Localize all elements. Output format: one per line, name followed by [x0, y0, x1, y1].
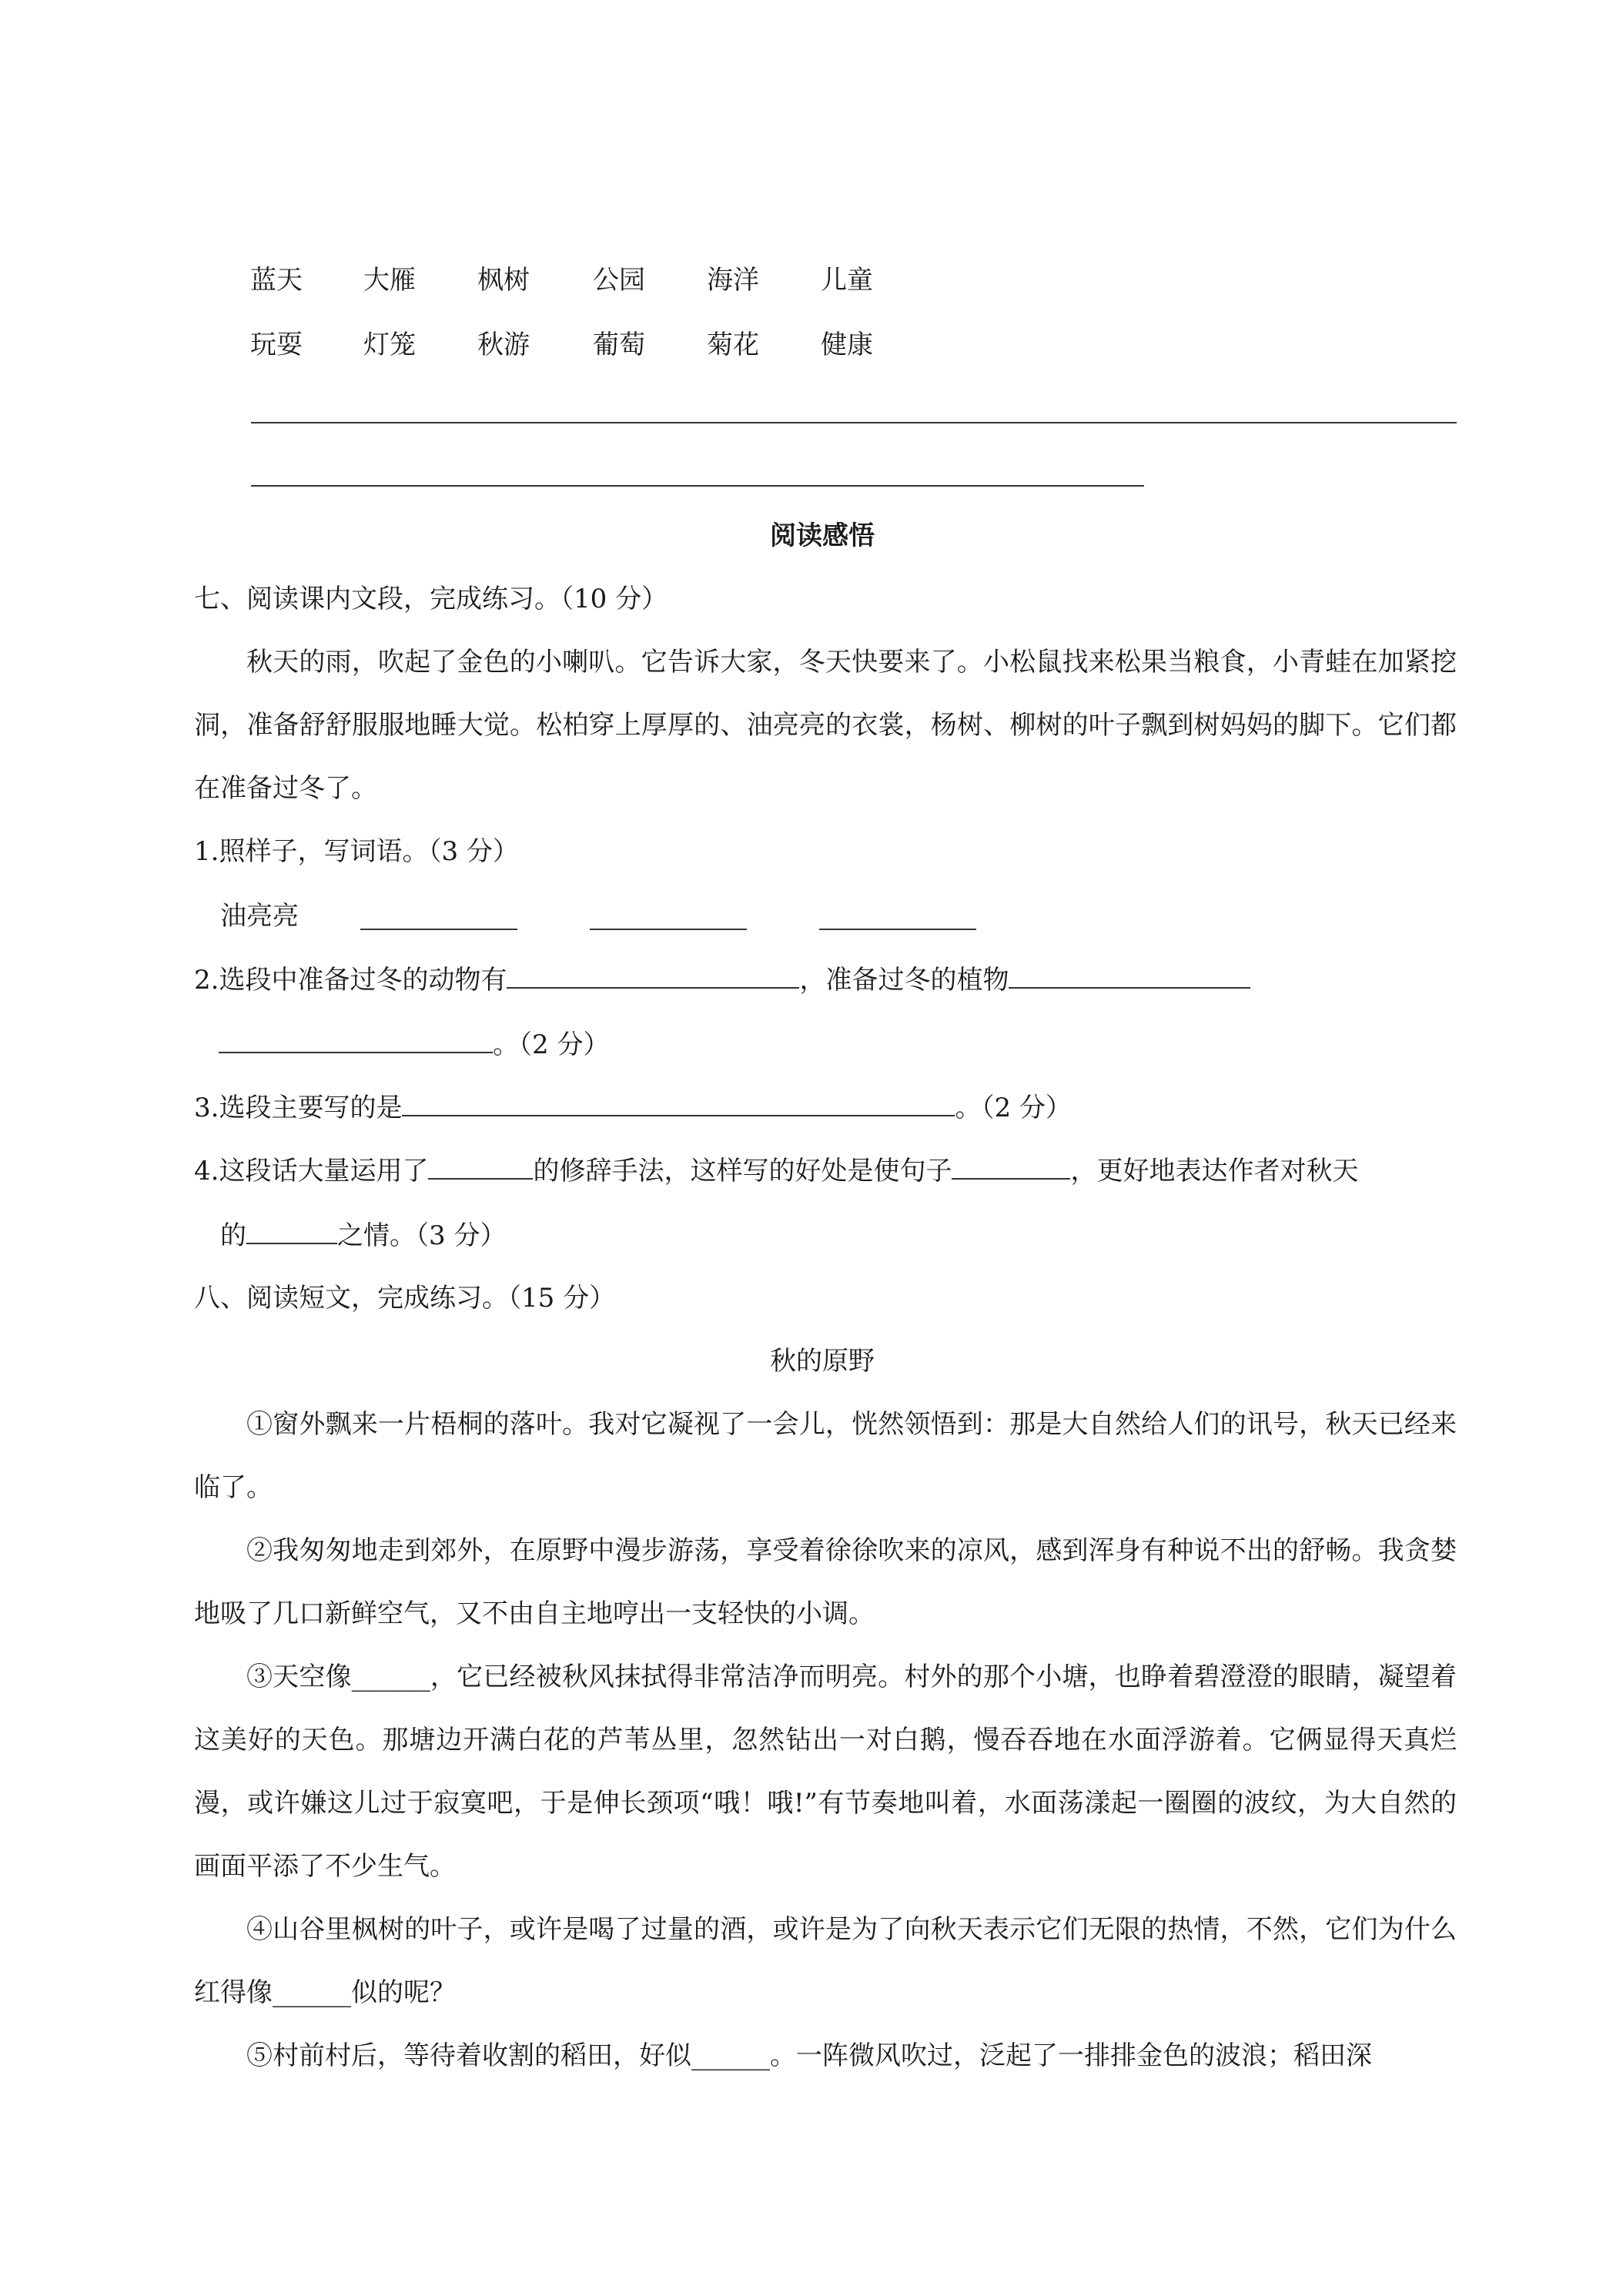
answer-line[interactable]: [251, 422, 1457, 423]
q7-2-part1: 2.选段中准备过冬的动物有: [194, 965, 507, 996]
q7-4-part3: ，更好地表达作者对秋天: [1070, 1156, 1359, 1186]
q7-1-text: 1.照样子，写词语。（3 分）: [194, 836, 519, 867]
word-item: 枫树: [477, 265, 530, 296]
answer-line[interactable]: [251, 485, 1144, 487]
word-item: 葡萄: [593, 330, 645, 360]
q7-2-line1: [194, 964, 1250, 996]
q7-4-part1: 4.这段话大量运用了: [194, 1156, 429, 1186]
word-item: 儿童: [821, 265, 873, 296]
answer-blank[interactable]: [590, 929, 747, 930]
q7-passage: 秋天的雨，吹起了金色的小喇叭。它告诉大家，冬天快要来了。小松鼠找来松果当粮食，小青蛙在加紧挖洞，准备舒舒服服地睡大觉。松柏穿上厚厚的、油亮亮的衣裳，杨树、柳树的叶子飘到树妈妈的脚下。它们都在准备过冬了。: [194, 647, 1457, 804]
answer-blank[interactable]: [952, 1155, 1070, 1180]
answer-blank[interactable]: [402, 1092, 955, 1116]
answer-blank[interactable]: [819, 929, 976, 930]
q7-heading: 七、阅读课内文段，完成练习。（10 分）: [194, 584, 668, 614]
q8-paragraph-3: ③天空像______，它已经被秋风抹拭得非常洁净而明亮。村外的那个小塘，也睁着碧澄澄的眼睛，凝望着这美好的天色。那塘边开满白花的芦苇丛里，忽然钻出一对白鹅，慢吞吞地在水面浮游着。它俩显得天真烂漫，或许嫌这儿过于寂寞吧，于是伸长颈项“哦！哦!”有节奏地叫着，水面荡漾起一圈圈的波纹，为大自然的画面平添了不少生气。: [194, 1662, 1457, 1882]
word-item: 玩耍: [250, 330, 303, 360]
q7-4-part5: 之情。（3 分）: [337, 1220, 507, 1251]
answer-blank[interactable]: [360, 929, 517, 930]
word-item: 秋游: [477, 330, 530, 360]
q7-3: [194, 1092, 1072, 1123]
word-item: 灯笼: [363, 330, 416, 360]
q7-3-part1: 3.选段主要写的是: [194, 1093, 403, 1123]
answer-blank[interactable]: [428, 1155, 533, 1180]
answer-blank[interactable]: [219, 1029, 493, 1053]
q8-heading: 八、阅读短文，完成练习。（15 分）: [194, 1283, 616, 1314]
answer-blank[interactable]: [507, 964, 799, 989]
word-item: 菊花: [707, 330, 759, 360]
q7-2-part2: ，准备过冬的植物: [799, 965, 1009, 996]
q7-4-part2: 的修辞手法，这样写的好处是使句子: [533, 1156, 952, 1186]
q7-4-line1: [194, 1155, 1358, 1186]
q7-2-line2: [219, 1029, 609, 1060]
q8-title: 秋的原野: [770, 1346, 875, 1377]
q8-paragraph-5: ⑤村前村后，等待着收割的稻田，好似______。一阵微风吹过，泛起了一排排金色的波浪；稻田深: [246, 2040, 1372, 2071]
q8-paragraph-1: ①窗外飘来一片梧桐的落叶。我对它凝视了一会儿，恍然领悟到：那是大自然给人们的讯号，秋天已经来临了。: [194, 1409, 1457, 1503]
q7-2-part3: 。（2 分）: [493, 1029, 610, 1060]
word-item: 蓝天: [250, 265, 303, 296]
q8-paragraph-4: ④山谷里枫树的叶子，或许是喝了过量的酒，或许是为了向秋天表示它们无限的热情，不然，它们为什么红得像______似的呢？: [194, 1914, 1457, 2008]
word-item: 海洋: [707, 265, 759, 296]
q7-1-example: 油亮亮: [220, 901, 299, 932]
section-title: 阅读感悟: [770, 520, 875, 551]
word-item: 公园: [593, 265, 645, 296]
q7-3-part2: 。（2 分）: [955, 1093, 1072, 1123]
answer-blank[interactable]: [246, 1220, 337, 1244]
q8-paragraph-2: ②我匆匆地走到郊外，在原野中漫步游荡，享受着徐徐吹来的凉风，感到浑身有种说不出的舒畅。我贪婪地吸了几口新鲜空气，又不由自主地哼出一支轻快的小调。: [194, 1535, 1457, 1629]
word-item: 大雁: [363, 265, 416, 296]
q7-4-line2: [220, 1220, 506, 1251]
word-item: 健康: [821, 330, 873, 360]
answer-blank[interactable]: [1009, 964, 1250, 989]
q7-4-part4: 的: [220, 1220, 246, 1251]
